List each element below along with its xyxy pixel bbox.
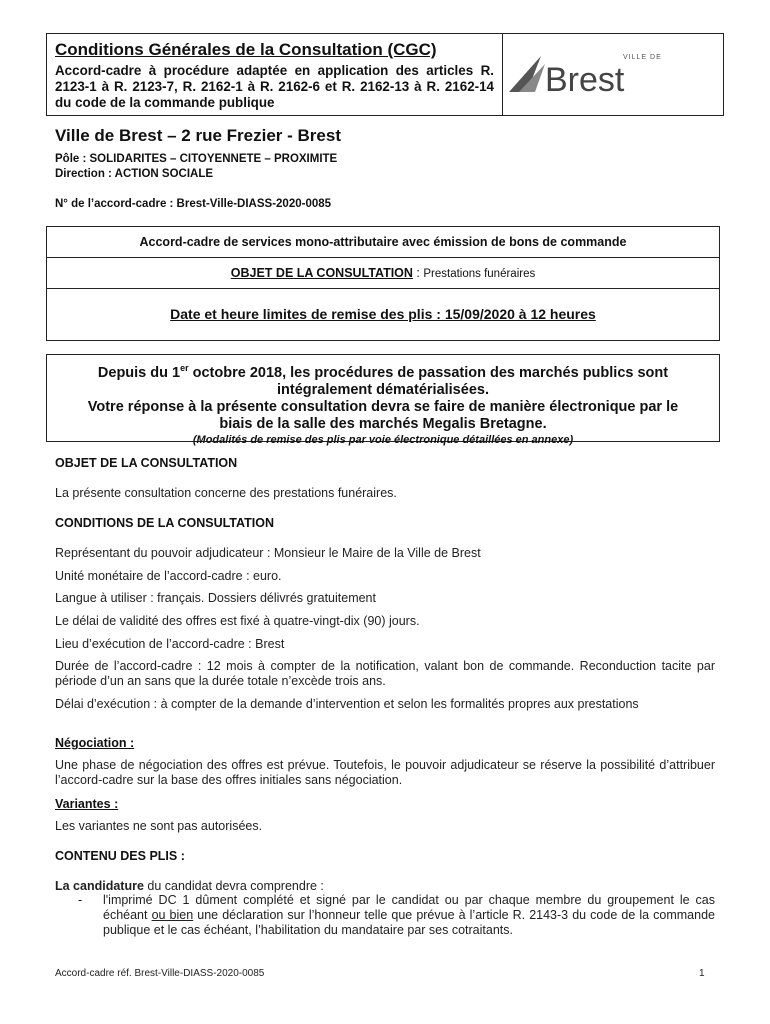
bullet-ou-bien: ou bien bbox=[151, 908, 194, 922]
header-title-cell bbox=[47, 34, 503, 115]
candidature-bullet bbox=[103, 893, 715, 938]
direction-line: Direction : ACTION SOCIALE bbox=[55, 168, 214, 180]
variantes-heading: Variantes : bbox=[55, 797, 119, 811]
negociation-heading: Négociation : bbox=[55, 736, 135, 750]
notice-line-3: Votre réponse à la présente consultation devra se faire de manière électronique par le bbox=[87, 398, 679, 415]
notice-note: (Modalités de remise des plis par voie électronique détaillées en annexe) bbox=[192, 433, 574, 446]
objet-heading: OBJET DE LA CONSULTATION bbox=[55, 456, 238, 470]
representant-text: Représentant du pouvoir adjudicateur : Monsieur le Maire de la Ville de Brest bbox=[55, 546, 481, 560]
objet-value: Prestations funéraires bbox=[423, 268, 536, 280]
lieu-text: Lieu d’exécution de l’accord-cadre : Brest bbox=[55, 637, 285, 651]
unite-text: Unité monétaire de l’accord-cadre : euro. bbox=[55, 569, 282, 583]
objet-text: La présente consultation concerne des prestations funéraires. bbox=[55, 486, 397, 500]
document-subtitle: Accord-cadre à procédure adaptée en application des articles R. 2123-1 à R. 2123-7, R. 2162-1 à R. 2162-6 et R. 2162-13 à R. 2162-14 du code de la commande publique bbox=[55, 63, 494, 110]
variantes-text: Les variantes ne sont pas autorisées. bbox=[55, 819, 263, 833]
contract-type: Accord-cadre de services mono-attributaire avec émission de bons de commande bbox=[47, 227, 719, 258]
bullet-part-b: une déclaration sur l’honneur telle que prévue à l’article R. 2143-3 du code de la commande publique et le cas échéant, l’habilitation du mandataire par ses cotraitants. bbox=[103, 908, 715, 937]
candidature-rest: du candidat devra comprendre : bbox=[143, 879, 324, 893]
brest-logo bbox=[505, 48, 675, 98]
notice-sup: er bbox=[180, 363, 189, 373]
buyer-pole-direction bbox=[55, 152, 337, 182]
notice-line-2: intégralement dématérialisées. bbox=[277, 381, 489, 398]
logo-ville-de: VILLE DE bbox=[623, 54, 662, 61]
candidature-line bbox=[55, 879, 715, 894]
pole-line: Pôle : SOLIDARITES – CITOYENNETE – PROXIMITE bbox=[55, 153, 338, 165]
delai-execution-text: Délai d’exécution : à compter de la demande d’intervention et selon les formalités propres aux prestations bbox=[55, 697, 639, 711]
bullet-part-a: l'imprimé DC 1 dûment complété et signé par le candidat ou par chaque membre du groupement le cas échéant bbox=[103, 893, 715, 922]
negociation-text: Une phase de négociation des offres est prévue. Toutefois, le pouvoir adjudicateur se réserve la possibilité d’attribuer l’accord-cadre sur la base des offres initiales sans négociation. bbox=[55, 758, 715, 787]
bullet-mark: - bbox=[78, 893, 83, 907]
notice-line-1a: Depuis du 1 bbox=[97, 364, 181, 381]
delai-validite-text: Le délai de validité des offres est fixé à quatre-vingt-dix (90) jours. bbox=[55, 614, 420, 628]
document-title: Conditions Générales de la Consultation (CGC) bbox=[55, 40, 437, 59]
dematerialisation-notice bbox=[46, 354, 720, 446]
duree-text: Durée de l’accord-cadre : 12 mois à compter de la notification, valant bon de commande. Reconduction tacite par période d’un an sans que la durée totale n’excède trois ans. bbox=[55, 659, 715, 688]
objet-separator: : bbox=[412, 266, 424, 280]
deadline: Date et heure limites de remise des plis : 15/09/2020 à 12 heures bbox=[170, 306, 596, 322]
langue-text: Langue à utiliser : français. Dossiers délivrés gratuitement bbox=[55, 591, 376, 605]
logo-brest: Brest bbox=[545, 61, 625, 98]
contenu-heading: CONTENU DES PLIS : bbox=[55, 849, 185, 863]
accord-number: N° de l’accord-cadre : Brest-Ville-DIASS-2020-0085 bbox=[55, 198, 332, 210]
conditions-heading: CONDITIONS DE LA CONSULTATION bbox=[55, 516, 274, 530]
objet-label: OBJET DE LA CONSULTATION bbox=[230, 266, 413, 280]
candidature-label: La candidature bbox=[55, 879, 144, 893]
notice-line-1 bbox=[47, 360, 719, 382]
buyer-city-line: Ville de Brest – 2 rue Frezier - Brest bbox=[55, 126, 341, 145]
footer-reference: Accord-cadre réf. Brest-Ville-DIASS-2020-0085 bbox=[55, 968, 265, 979]
notice-line-4: biais de la salle des marchés Megalis Bretagne. bbox=[219, 415, 547, 432]
consultation-info-box bbox=[46, 226, 720, 341]
footer-page-number: 1 bbox=[699, 968, 705, 979]
notice-line-1b: octobre 2018, les procédures de passation des marchés publics sont bbox=[188, 364, 669, 381]
objet-row bbox=[47, 258, 719, 289]
